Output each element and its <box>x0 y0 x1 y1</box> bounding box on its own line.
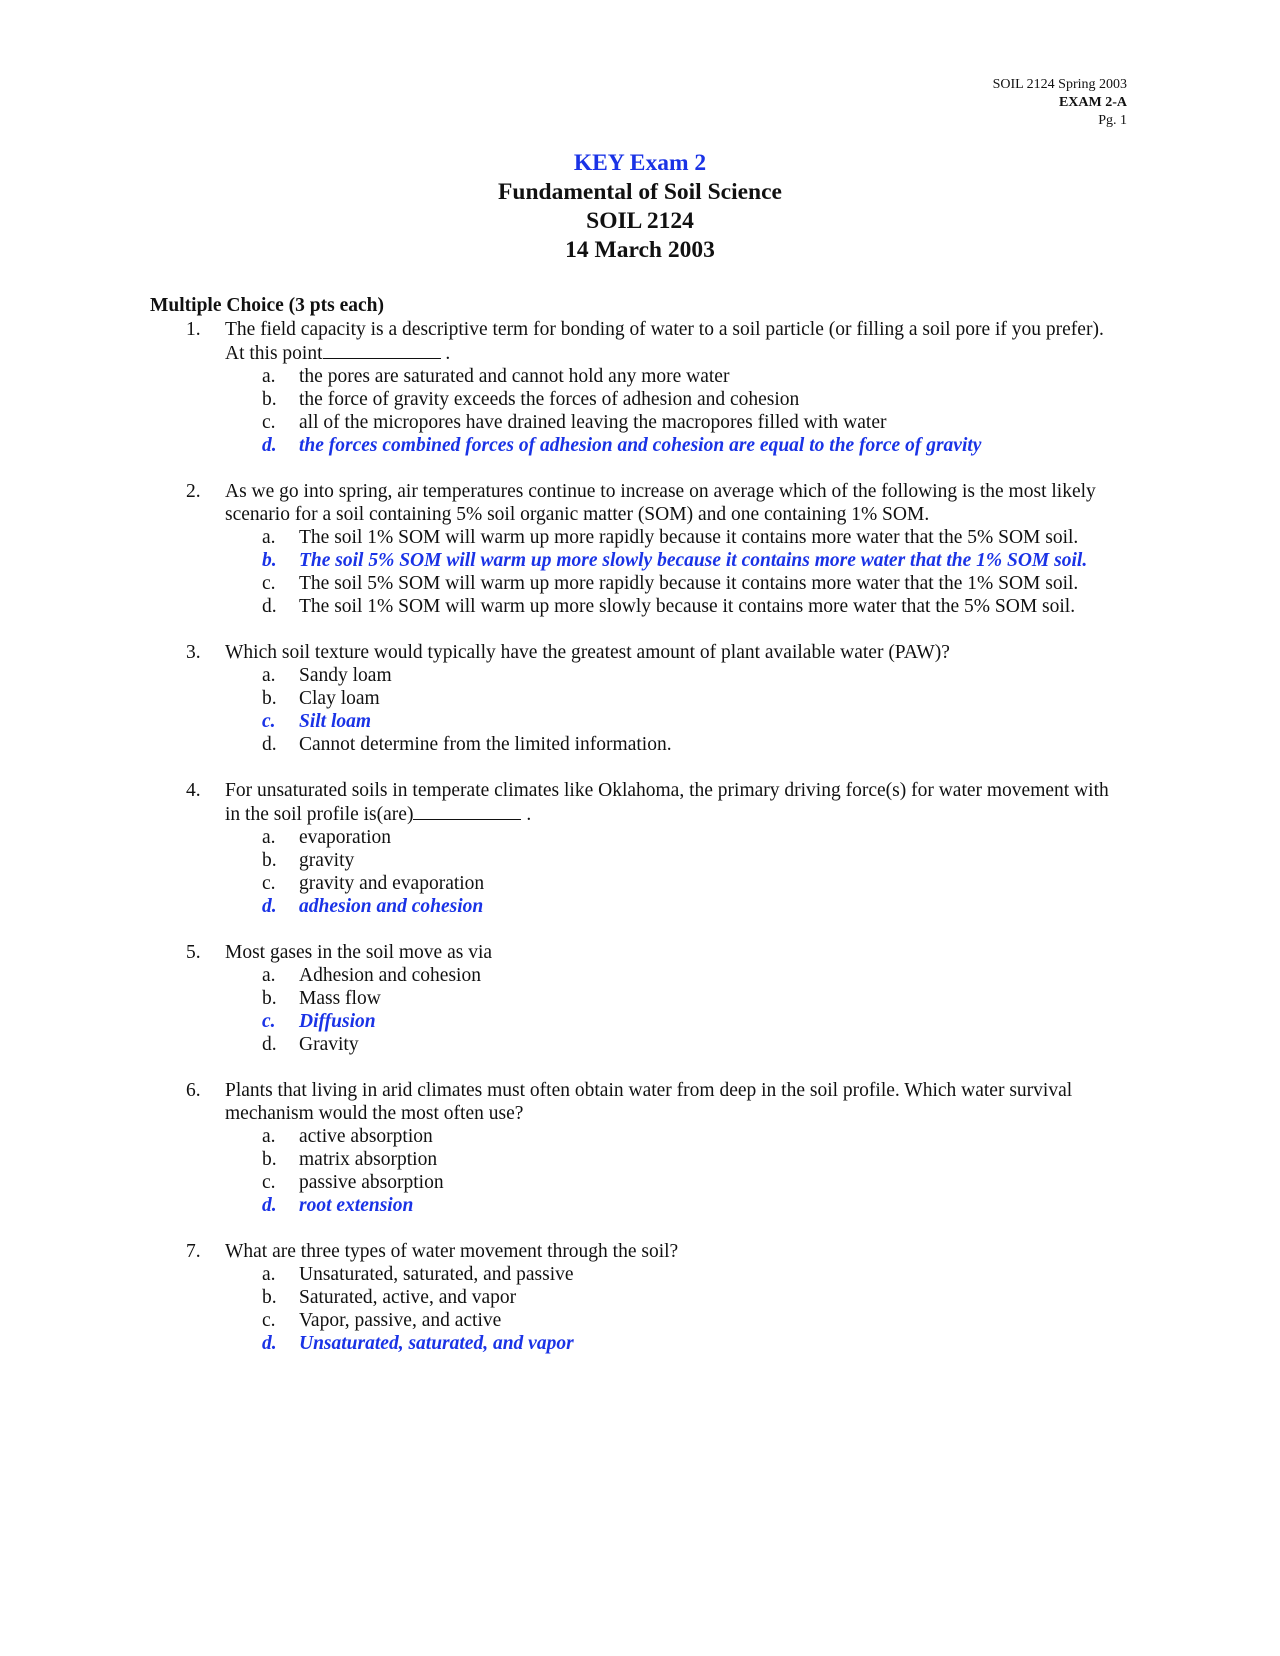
question-1 <box>0 318 1280 457</box>
option-list <box>0 526 1280 618</box>
page-number: Pg. 1 <box>1098 113 1127 128</box>
option-a <box>0 1125 1114 1148</box>
question-4 <box>0 779 1280 918</box>
option-letter: c. <box>262 412 276 433</box>
option-letter: a. <box>262 827 276 848</box>
option-letter: d. <box>262 1034 277 1055</box>
option-letter: c. <box>262 711 276 732</box>
option-c <box>0 572 1114 595</box>
option-letter: c. <box>262 873 276 894</box>
option-letter: d. <box>262 734 277 755</box>
question-5 <box>0 941 1280 1056</box>
option-text: The soil 1% SOM will warm up more rapidly because it contains more water that the 5% SOM soil. <box>299 527 1079 548</box>
option-letter: d. <box>262 1333 277 1354</box>
option-letter: a. <box>262 366 276 387</box>
question-list <box>0 318 1280 1378</box>
question-number: 5. <box>186 942 201 963</box>
title-block <box>0 149 1280 265</box>
option-letter: a. <box>262 665 276 686</box>
option-text: Saturated, active, and vapor <box>299 1287 517 1308</box>
option-text: Unsaturated, saturated, and passive <box>299 1264 574 1285</box>
option-b <box>0 388 1114 411</box>
answer-blank <box>413 802 521 820</box>
page-header <box>993 76 1127 130</box>
question-number: 4. <box>186 780 201 801</box>
option-text: gravity <box>299 850 355 871</box>
option-text: Silt loam <box>299 711 372 732</box>
question-number: 1. <box>186 319 201 340</box>
option-list <box>0 365 1280 457</box>
option-text: The soil 5% SOM will warm up more slowly because it contains more water that the 1% SOM soil. <box>299 550 1088 571</box>
question-stem <box>0 941 1115 964</box>
option-letter: b. <box>262 1149 277 1170</box>
option-letter: c. <box>262 1011 276 1032</box>
question-text-end: . <box>521 804 532 825</box>
option-text: Diffusion <box>299 1011 376 1032</box>
option-c <box>0 1309 1114 1332</box>
question-text: Which soil texture would typically have the greatest amount of plant available water (PAW)? <box>225 642 950 663</box>
exam-id-line: EXAM 2-A <box>1058 95 1127 110</box>
option-text: root extension <box>299 1195 414 1216</box>
option-text: Mass flow <box>299 988 381 1009</box>
option-text: the pores are saturated and cannot hold any more water <box>299 366 730 387</box>
option-text: the force of gravity exceeds the forces of adhesion and cohesion <box>299 389 800 410</box>
option-list <box>0 826 1280 918</box>
option-a <box>0 664 1114 687</box>
question-2 <box>0 480 1280 618</box>
key-title: KEY Exam 2 <box>573 150 707 176</box>
option-letter: d. <box>262 1195 277 1216</box>
option-b <box>0 1286 1114 1309</box>
option-text: adhesion and cohesion <box>299 896 484 917</box>
course-term-line: SOIL 2124 Spring 2003 <box>992 77 1127 92</box>
option-text: Cannot determine from the limited information. <box>299 734 672 755</box>
question-text-end: . <box>440 343 451 364</box>
option-text: Clay loam <box>299 688 380 709</box>
option-c <box>0 1171 1114 1194</box>
option-list <box>0 664 1280 756</box>
question-text: Most gases in the soil move as via <box>225 942 493 963</box>
option-c <box>0 872 1114 895</box>
course-code: SOIL 2124 <box>586 208 694 234</box>
option-text: all of the micropores have drained leaving the macropores filled with water <box>299 412 887 433</box>
option-text: Adhesion and cohesion <box>299 965 481 986</box>
option-letter: b. <box>262 389 277 410</box>
option-d <box>0 595 1114 618</box>
option-d-correct-answer <box>0 434 1114 457</box>
option-letter: a. <box>262 1126 276 1147</box>
question-number: 7. <box>186 1241 201 1262</box>
option-list <box>0 964 1280 1056</box>
option-text: passive absorption <box>299 1172 444 1193</box>
question-text: Plants that living in arid climates must often obtain water from deep in the soil profile. Which water survival mechanism would the most often use? <box>225 1080 1073 1124</box>
option-c <box>0 411 1114 434</box>
option-letter: d. <box>262 596 277 617</box>
option-letter: c. <box>262 1310 276 1331</box>
option-a <box>0 964 1114 987</box>
option-letter: d. <box>262 435 277 456</box>
option-letter: b. <box>262 688 277 709</box>
question-stem <box>0 1079 1115 1125</box>
option-text: Sandy loam <box>299 665 392 686</box>
option-b-correct-answer <box>0 549 1114 572</box>
section-heading: Multiple Choice (3 pts each) <box>150 295 384 316</box>
question-stem <box>0 1240 1115 1263</box>
course-name: Fundamental of Soil Science <box>498 179 782 205</box>
question-6 <box>0 1079 1280 1217</box>
exam-date: 14 March 2003 <box>565 237 715 263</box>
option-text: Vapor, passive, and active <box>299 1310 502 1331</box>
option-c-correct-answer <box>0 710 1114 733</box>
option-c-correct-answer <box>0 1010 1114 1033</box>
option-b <box>0 1148 1114 1171</box>
option-text: matrix absorption <box>299 1149 438 1170</box>
option-text: The soil 5% SOM will warm up more rapidly because it contains more water that the 1% SOM soil. <box>299 573 1079 594</box>
option-d-correct-answer <box>0 1194 1114 1217</box>
question-number: 3. <box>186 642 201 663</box>
option-letter: a. <box>262 1264 276 1285</box>
option-letter: a. <box>262 965 276 986</box>
option-list <box>0 1125 1280 1217</box>
question-text: The field capacity is a descriptive term for bonding of water to a soil particle (or filling a soil pore if you prefer). At this point <box>225 319 1104 364</box>
option-text: the forces combined forces of adhesion and cohesion are equal to the force of gravity <box>299 435 982 456</box>
option-d <box>0 1033 1114 1056</box>
option-text: The soil 1% SOM will warm up more slowly because it contains more water that the 5% SOM soil. <box>299 596 1076 617</box>
question-stem <box>0 318 1115 365</box>
question-text: For unsaturated soils in temperate climates like Oklahoma, the primary driving force(s) for water movement with in the soil profile is(are) <box>225 780 1109 825</box>
option-letter: c. <box>262 1172 276 1193</box>
option-b <box>0 987 1114 1010</box>
question-3 <box>0 641 1280 756</box>
answer-blank <box>323 341 441 359</box>
option-letter: b. <box>262 850 277 871</box>
option-text: Unsaturated, saturated, and vapor <box>299 1333 574 1354</box>
option-b <box>0 849 1114 872</box>
option-text: active absorption <box>299 1126 433 1147</box>
option-a <box>0 526 1114 549</box>
option-letter: b. <box>262 550 277 571</box>
option-text: evaporation <box>299 827 392 848</box>
question-text: As we go into spring, air temperatures continue to increase on average which of the following is the most likely scenario for a soil containing 5% soil organic matter (SOM) and one containing 1% SOM. <box>225 481 1096 525</box>
option-text: Gravity <box>299 1034 359 1055</box>
option-b <box>0 687 1114 710</box>
option-letter: d. <box>262 896 277 917</box>
option-a <box>0 365 1114 388</box>
option-list <box>0 1263 1280 1355</box>
option-letter: b. <box>262 988 277 1009</box>
option-a <box>0 826 1114 849</box>
option-d <box>0 733 1114 756</box>
question-stem <box>0 641 1115 664</box>
option-letter: b. <box>262 1287 277 1308</box>
option-d-correct-answer <box>0 895 1114 918</box>
question-number: 6. <box>186 1080 201 1101</box>
question-number: 2. <box>186 481 201 502</box>
option-letter: a. <box>262 527 276 548</box>
question-stem <box>0 480 1115 526</box>
question-text: What are three types of water movement through the soil? <box>225 1241 679 1262</box>
option-letter: c. <box>262 573 276 594</box>
question-7 <box>0 1240 1280 1355</box>
question-stem <box>0 779 1115 826</box>
option-a <box>0 1263 1114 1286</box>
option-text: gravity and evaporation <box>299 873 485 894</box>
option-d-correct-answer <box>0 1332 1114 1355</box>
